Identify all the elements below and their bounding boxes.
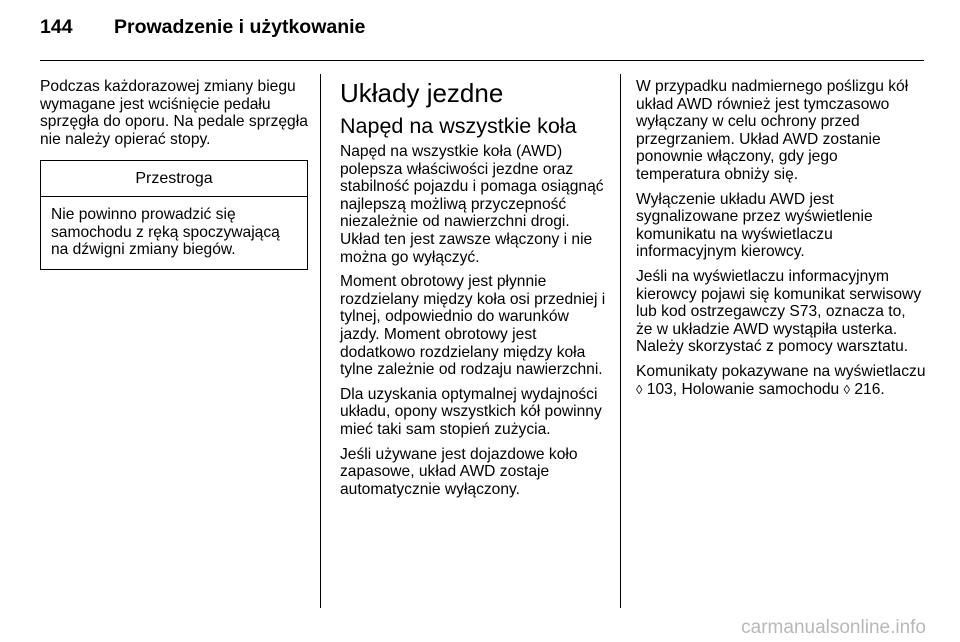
column-1 [40,78,308,270]
paragraph: W przypadku nadmiernego poślizgu kół układ AWD również jest tymczasowo wyłączany w celu ochrony przed przegrzaniem. Układ AWD zostanie ponownie włączony, gdy jego temperatura obniży się. [636,78,909,183]
page-ref-arrow-icon: ◊ [843,381,851,397]
warning-box [40,160,308,269]
section-heading: Układy jezdne [340,78,504,108]
paragraph: Napęd na wszystkie koła (AWD) polepsza właściwości jezdne oraz stabilność pojazdu i pomaga osiągnąć najlepszą możliwą przyczepność niezależnie od nawierzchni drogi. Układ ten jest zawsze włączony i nie można go wyłączyć. [340,143,604,266]
column-divider-1 [320,74,321,608]
section-subheading: Napęd na wszystkie koła [340,114,577,138]
page-ref-link[interactable]: 216. [854,380,885,398]
page-number: 144 [40,16,73,38]
paragraph: Jeśli na wyświetlaczu informacyjnym kierowcy pojawi się komunikat serwisowy lub kod ostrzegawczy S73, oznacza to, że w układzie AWD wystąpiła usterka. Należy skorzystać z pomocy warsztatu. [636,267,922,356]
column-3 [636,78,926,405]
paragraph: Moment obrotowy jest płynnie rozdzielany między koła osi przedniej i tylnej, odpowiednio do warunków jazdy. Moment obrotowy jest dodatkowo rozdzielany między koła tylne zależnie od rodzaju nawierzchni. [340,273,606,379]
page-ref-arrow-icon: ◊ [636,381,643,397]
header-rule [40,60,924,61]
watermark: carmanualsonline.info [741,617,926,638]
warning-title: Przestroga [41,161,307,197]
paragraph: Wyłączenie układu AWD jest sygnalizowane przez wyświetlenie komunikatu na wyświetlaczu informacyjnym kierowcy. [636,190,873,261]
column-2 [340,78,610,505]
chapter-title: Prowadzenie i użytkowanie [114,16,366,38]
column-divider-2 [620,74,621,608]
page-header [40,16,365,39]
paragraph: Jeśli używane jest dojazdowe koło zapasowe, układ AWD zostaje automatycznie wyłączony. [340,445,578,498]
paragraph: Dla uzyskania optymalnej wydajności układu, opony wszystkich kół powinny mieć taki sam stopień zużycia. [340,385,602,438]
page-ref-link[interactable]: 103, Holowanie samochodu [646,380,840,398]
ref-intro: Komunikaty pokazywane na wyświetlaczu [636,362,926,380]
warning-text: Nie powinno prowadzić się samochodu z ręką spoczywającą na dźwigni zmiany biegów. [51,205,280,259]
cross-reference-paragraph [636,363,926,398]
intro-paragraph: Podczas każdorazowej zmiany biegu wymagane jest wciśnięcie pedału sprzęgła do oporu. Na pedale sprzęgła nie należy opierać stopy. [40,78,308,148]
